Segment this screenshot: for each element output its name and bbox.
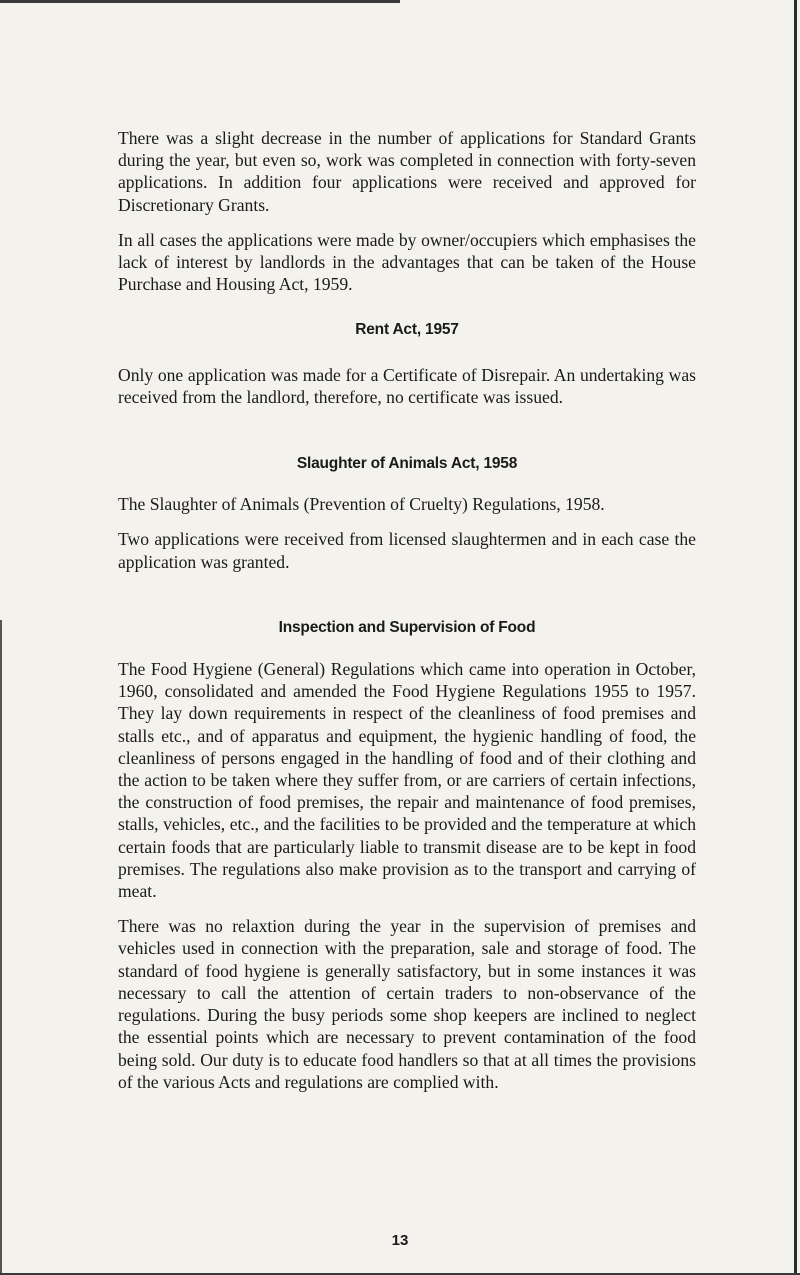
- housing-paragraph-2: In all cases the applications were made by owner/occupiers which emphasises the lack of interest by landlords in the advantages that can be taken of the House Purchase and Housing Act, 1959.: [118, 229, 696, 295]
- slaughter-paragraph-1: The Slaughter of Animals (Prevention of Cruelty) Regulations, 1958.: [118, 494, 605, 515]
- food-inspection-heading: Inspection and Supervision of Food: [278, 618, 536, 636]
- slaughter-paragraph-2: Two applications were received from licensed slaughtermen and in each case the application was granted.: [118, 529, 696, 572]
- left-edge-rule: [0, 620, 2, 1275]
- food-inspection-paragraph-1: The Food Hygiene (General) Regulations which came into operation in October, 1960, consolidated and amended the Food Hygiene Regulations 1955 to 1957. They lay down requirements in respect of the cleanliness of food premises and stalls etc., and of apparatus and equipment, the hygienic handling of food, the cleanliness of persons engaged in the handling of food and of their clothing and the action to be taken where they suffer from, or are carriers of certain infections, the construction of food premises, the repair and maintenance of food premises, stalls, vehicles, etc., and the facilities to be provided and the temperature at which certain foods that are particularly liable to transmit disease are to be kept in food premises. The regulations also make provision as to the transport and carrying of meat.: [118, 659, 696, 902]
- rent-act-paragraph: Only one application was made for a Certificate of Disrepair. An undertaking was received from the landlord, therefore, no certificate was issued.: [118, 364, 696, 407]
- right-edge-rule: [794, 0, 797, 1275]
- rent-act-heading: Rent Act, 1957: [355, 321, 459, 339]
- page-number: 13: [391, 1232, 409, 1249]
- housing-paragraph-1: There was a slight decrease in the number of applications for Standard Grants during the year, but even so, work was completed in connection with forty-seven applications. In addition four applications were received and approved for Discretionary Grants.: [118, 128, 696, 215]
- slaughter-act-heading: Slaughter of Animals Act, 1958: [296, 455, 518, 473]
- page-body: [118, 127, 696, 1106]
- food-inspection-paragraph-2: There was no relaxtion during the year in the supervision of premises and vehicles used in connection with the preparation, sale and storage of food. The standard of food hygiene is generally satisfactory, but in some instances it was necessary to call the attention of certain traders to non-observance of the regulations. During the busy periods some shop keepers are inclined to neglect the essential points which are necessary to prevent contamination of the food being sold. Our duty is to educate food handlers so that at all times the provisions of the various Acts and regulations are complied with.: [118, 916, 696, 1092]
- top-edge-rule: [0, 0, 400, 3]
